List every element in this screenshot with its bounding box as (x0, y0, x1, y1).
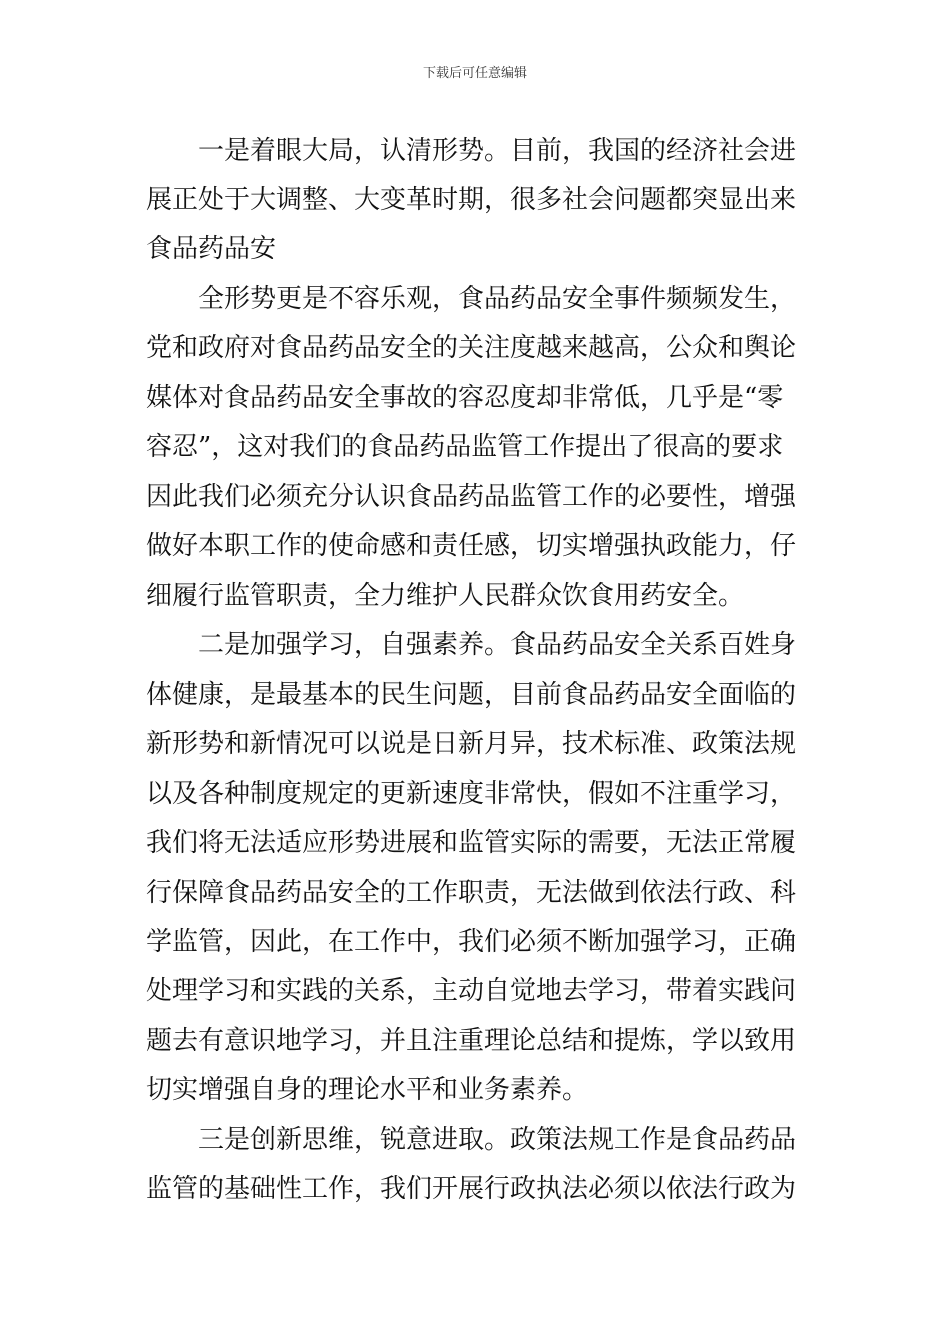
paragraph-3-line-9: 题去有意识地学习，并且注重理论总结和提炼，学以致用 (146, 1026, 797, 1056)
paragraph-1-line-2: 展正处于大调整、大变革时期，很多社会问题都突显出来 (146, 185, 797, 215)
paragraph-2-line-1: 全形势更是不容乐观，食品药品安全事件频频发生， (198, 284, 797, 314)
paragraph-3-line-10: 切实增强自身的理论水平和业务素养。 (146, 1075, 589, 1105)
paragraph-2-line-2: 党和政府对食品药品安全的关注度越来越高，公众和舆论 (146, 333, 797, 363)
paragraph-2-line-4: 容忍”，这对我们的食品药品监管工作提出了很高的要求 (146, 432, 784, 462)
paragraph-1-line-1: 一是着眼大局，认清形势。目前，我国的经济社会进 (198, 136, 797, 166)
paragraph-2-line-3: 媒体对食品药品安全事故的容忍度却非常低，几乎是“零 (146, 383, 784, 413)
paragraph-3-line-6: 行保障食品药品安全的工作职责，无法做到依法行政、科 (146, 878, 797, 908)
paragraph-2-line-5: 因此我们必须充分认识食品药品监管工作的必要性，增强 (146, 482, 797, 512)
paragraph-4-line-1: 三是创新思维，锐意进取。政策法规工作是食品药品 (198, 1125, 797, 1155)
paragraph-3-line-7: 学监管，因此，在工作中，我们必须不断加强学习，正确 (146, 927, 797, 957)
page-header: 下载后可任意编辑 (422, 66, 527, 81)
paragraph-3-line-3: 新形势和新情况可以说是日新月异，技术标准、政策法规 (146, 729, 797, 759)
paragraph-3-line-1: 二是加强学习，自强素养。食品药品安全关系百姓身 (198, 630, 797, 660)
paragraph-3-line-5: 我们将无法适应形势进展和监管实际的需要，无法正常履 (146, 828, 797, 858)
paragraph-2-line-7: 细履行监管职责，全力维护人民群众饮食用药安全。 (146, 581, 745, 611)
paragraph-3-line-4: 以及各种制度规定的更新速度非常快，假如不注重学习， (146, 779, 797, 809)
paragraph-1-line-3: 食品药品安 (146, 234, 277, 264)
paragraph-3-line-8: 处理学习和实践的关系，主动自觉地去学习，带着实践问 (146, 976, 797, 1006)
paragraph-4-line-2: 监管的基础性工作，我们开展行政执法必须以依法行政为 (146, 1174, 797, 1204)
paragraph-3-line-2: 体健康，是最基本的民生问题，目前食品药品安全面临的 (146, 680, 797, 710)
paragraph-2-line-6: 做好本职工作的使命感和责任感，切实增强执政能力，仔 (146, 531, 797, 561)
